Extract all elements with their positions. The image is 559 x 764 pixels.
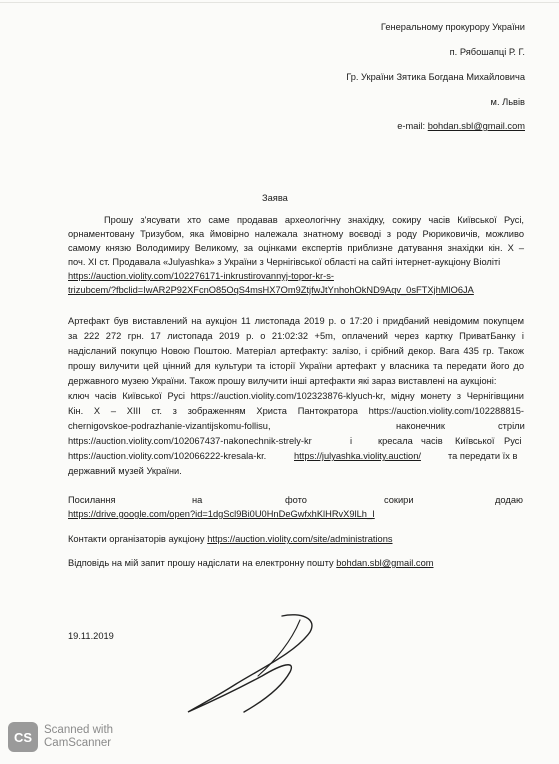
para1-line-4: поч. XI ст. Продавала «Julyashka» з України з Чернігівської області на сайті інтернет-аукціону Віоліті <box>68 257 501 267</box>
para2-tail: та передати їх в <box>448 451 518 461</box>
sender-line-1: Гр. України Зятика Богдана Михайловича <box>346 72 525 82</box>
document-title: Заява <box>262 193 288 203</box>
para2-line-1: Артефакт був виставлений на аукціон 11 листопада 2019 р. о 17:20 і придбаний невідомим покупцем <box>68 316 524 326</box>
word-and: і <box>350 436 353 446</box>
reply-email-link[interactable]: bohdan.sbl@gmail.com <box>336 558 434 568</box>
photos-word-5: додаю <box>495 495 523 505</box>
flint-auction-link[interactable]: https://auction.violity.com/102066222-kresala-kr. <box>68 451 267 461</box>
photos-word-4: сокири <box>384 495 414 505</box>
word-arrowhead: наконечник <box>396 421 445 431</box>
axe-auction-link-part1[interactable]: https://auction.violity.com/102276171-inkrustirovannyj-topor-kr-s- <box>68 271 334 281</box>
organizers-label: Контакти організаторів аукціону <box>68 534 205 544</box>
email-label: e-mail: <box>397 121 426 131</box>
para2-line-3: надісланий покупцю Новою Поштою. Матеріал артефакту: залізо, і срібний декор. Вага 435 гр. Також <box>68 346 524 356</box>
document-date: 19.11.2019 <box>68 631 114 641</box>
camscanner-line-2: CamScanner <box>44 737 112 749</box>
para1-line-3: самому князю Володимиру Великому, за оцінками експертів приблизне датування знахідки кін. X – <box>68 243 524 253</box>
reply-label: Відповідь на мій запит прошу надіслати на електронну пошту <box>68 558 334 568</box>
para2-line-2: за 222 272 грн. 17 листопада 2019 р. о 21:02:32 +5m, оплачений через картку ПриватБанку і <box>68 331 524 341</box>
photos-word-2: на <box>192 495 203 505</box>
word-kyiv: Київської <box>455 436 495 446</box>
para2-line-4: прошу вилучити цей цінний для культури та історії України артефакт у власника та передати його до <box>68 361 524 371</box>
sender-line-2: м. Львів <box>490 97 525 107</box>
camscanner-watermark <box>8 722 113 752</box>
photos-word-1: Посилання <box>68 495 116 505</box>
para2-line-6: ключ часів Київської Русі https://auction.violity.com/102323876-klyuch-kr, мідну монету з Чернігівщини <box>68 391 524 401</box>
para2-line-11: державний музей України. <box>68 466 182 476</box>
julyashka-profile-link[interactable]: https://julyashka.violity.auction/ <box>294 451 421 461</box>
photos-word-3: фото <box>285 495 307 505</box>
addressee-line-2: п. Рябошапці Р. Г. <box>449 47 525 57</box>
camscanner-text <box>44 724 113 750</box>
word-arrow: стріли <box>498 421 525 431</box>
camscanner-line-1: Scanned with <box>44 724 114 736</box>
sender-email-link[interactable]: bohdan.sbl@gmail.com <box>427 121 525 131</box>
para1-line-2: орнаментовану Тризубом, яка ймовірно належала знатному воєводі з роду Рюриковичів, можливо <box>68 229 524 239</box>
word-flint: кресала <box>378 436 413 446</box>
axe-auction-link-part2[interactable]: trizubcem/?fbclid=IwAR2P92XFcnO85OqS4msHX7Om9ZtjfwJtYnhohOkND9Aqv_0sFTXjhMlO6JA <box>68 285 474 295</box>
para1-line-1: Прошу з'ясувати хто саме продавав археологічну знахідку, сокиру часів Київської Русі, <box>104 215 524 225</box>
para2-line-8: chernigovskoe-podrazhanie-vizantijskomu-follisu, <box>68 421 271 431</box>
photos-drive-link[interactable]: https://drive.google.com/open?id=1dgScl9Bi0U0HnDeGwfxhKlHRvX9lLh_I <box>68 509 375 519</box>
addressee-line-1: Генеральному прокурору України <box>380 22 525 32</box>
para2-line-7: Кін. X – XIII ст. з зображенням Христа Пантократора https://auction.violity.com/102288815- <box>68 406 524 416</box>
organizers-link[interactable]: https://auction.violity.com/site/administrations <box>207 534 393 544</box>
arrowhead-auction-link[interactable]: https://auction.violity.com/102067437-nakonechnik-strely-kr <box>68 436 312 446</box>
camscanner-logo-icon: CS <box>8 722 38 752</box>
para2-line-5: державного музею України. Також прошу вилучити інші артефакти які зараз виставлені на аукціоні: <box>68 376 497 386</box>
word-rus: Русі <box>504 436 522 446</box>
word-times: часів <box>421 436 443 446</box>
